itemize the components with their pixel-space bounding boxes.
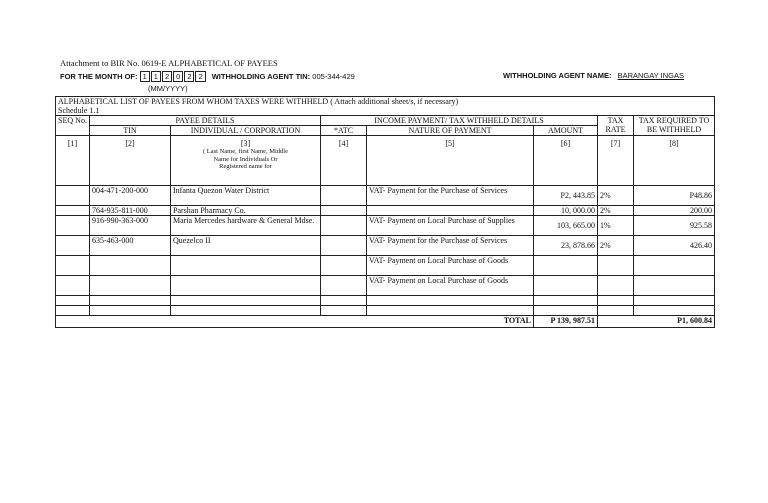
- total-rate-blank: [598, 316, 634, 328]
- col-number: [7]: [598, 136, 634, 186]
- attachment-title: Attachment to BIR No. 0619-E ALPHABETICAL OF PAYEES: [60, 58, 278, 68]
- tax-cell: [634, 256, 715, 276]
- name-cell: [171, 296, 321, 306]
- col-number: [6]: [534, 136, 598, 186]
- tin-cell: 764-935-811-000: [90, 206, 171, 216]
- atc-cell: [321, 306, 367, 316]
- table-title-cell: [56, 97, 715, 116]
- table-row: [56, 306, 715, 316]
- col-number: [4]: [321, 136, 367, 186]
- amount-cell: [534, 256, 598, 276]
- tin-cell: 916-990-363-000: [90, 216, 171, 236]
- nature-cell: VAT- Payment for the Purchase of Services: [367, 186, 534, 206]
- tax-cell: [634, 296, 715, 306]
- individual-note: ( Last Name, first Name, Middle Name for Individuals Or Registered name for: [202, 148, 289, 170]
- month-box: 0: [173, 71, 183, 82]
- table-row: [56, 256, 715, 276]
- rate-cell: 2%: [598, 236, 634, 256]
- col-number-individual: [171, 136, 321, 186]
- month-row: [60, 71, 355, 82]
- atc-cell: [321, 236, 367, 256]
- rate-cell: [598, 306, 634, 316]
- col-number: [1]: [56, 136, 90, 186]
- nature-cell: VAT- Payment on Local Purchase of Supplies: [367, 216, 534, 236]
- tin-cell: [90, 306, 171, 316]
- col-number: [8]: [634, 136, 715, 186]
- table-row: [56, 296, 715, 306]
- seq-cell: [56, 216, 90, 236]
- atc-cell: [321, 256, 367, 276]
- total-label: TOTAL: [56, 316, 534, 328]
- atc-cell: [321, 296, 367, 306]
- column-number-row: [56, 136, 715, 186]
- month-box: 1: [140, 71, 150, 82]
- month-label: FOR THE MONTH OF:: [60, 72, 138, 81]
- tin-header: TIN: [90, 126, 171, 136]
- seq-header: SEQ No.: [56, 116, 90, 136]
- amount-cell: 103, 665.00: [534, 216, 598, 236]
- month-box: 2: [184, 71, 194, 82]
- amount-cell: 23, 878.66: [534, 236, 598, 256]
- income-details-header: INCOME PAYMENT/ TAX WITHHELD DETAILS: [321, 116, 598, 126]
- seq-cell: [56, 206, 90, 216]
- col-number: [3]: [240, 139, 251, 148]
- nature-cell: VAT- Payment on Local Purchase of Goods: [367, 276, 534, 296]
- tax-cell: 426.40: [634, 236, 715, 256]
- seq-cell: [56, 236, 90, 256]
- tax-required-header: TAX REQUIRED TO BE WITHHELD: [634, 116, 715, 136]
- atc-cell: [321, 186, 367, 206]
- name-cell: [171, 256, 321, 276]
- table-title-row: [56, 97, 715, 116]
- tax-cell: 925.58: [634, 216, 715, 236]
- rate-cell: 2%: [598, 186, 634, 206]
- amount-header: AMOUNT: [534, 126, 598, 136]
- tin-cell: 004-471-200-000: [90, 186, 171, 206]
- atc-header: *ATC: [321, 126, 367, 136]
- amount-cell: [534, 296, 598, 306]
- tax-cell: [634, 306, 715, 316]
- month-format: (MM/YYYY): [148, 84, 188, 93]
- tin-cell: [90, 276, 171, 296]
- name-cell: [171, 306, 321, 316]
- name-cell: Infanta Quezon Water District: [171, 186, 321, 206]
- table-row: [56, 186, 715, 206]
- tin-cell: [90, 296, 171, 306]
- name-cell: Parshan Pharmacy Co.: [171, 206, 321, 216]
- table-row: [56, 276, 715, 296]
- total-row: [56, 316, 715, 328]
- table-title: ALPHABETICAL LIST OF PAYEES FROM WHOM TAXES WERE WITHHELD ( Attach additional sheet/s, if necessary): [58, 97, 459, 106]
- atc-cell: [321, 206, 367, 216]
- name-cell: Maria Mercedes hardware & General Mdse.: [171, 216, 321, 236]
- seq-cell: [56, 256, 90, 276]
- month-box: 2: [162, 71, 172, 82]
- amount-cell: P2, 443.85: [534, 186, 598, 206]
- payee-details-header: PAYEE DETAILS: [90, 116, 321, 126]
- nature-cell: VAT- Payment on Local Purchase of Goods: [367, 256, 534, 276]
- individual-header: INDIVIDUAL / CORPORATION: [171, 126, 321, 136]
- nature-cell: [367, 306, 534, 316]
- col-number: [5]: [367, 136, 534, 186]
- tax-cell: 200.00: [634, 206, 715, 216]
- rate-cell: [598, 276, 634, 296]
- schedule-label: Schedule 1.1: [58, 106, 100, 115]
- seq-cell: [56, 186, 90, 206]
- name-cell: Quezelco II: [171, 236, 321, 256]
- rate-cell: 1%: [598, 216, 634, 236]
- tin-cell: [90, 256, 171, 276]
- header-row-1: [56, 116, 715, 126]
- month-box: 2: [195, 71, 205, 82]
- atc-cell: [321, 276, 367, 296]
- agent-name-row: [503, 71, 684, 80]
- name-cell: [171, 276, 321, 296]
- tax-cell: [634, 276, 715, 296]
- rate-cell: [598, 296, 634, 306]
- total-tax: P1, 600.84: [634, 316, 715, 328]
- amount-cell: [534, 276, 598, 296]
- nature-header: NATURE OF PAYMENT: [367, 126, 534, 136]
- amount-cell: 10, 000.00: [534, 206, 598, 216]
- seq-cell: [56, 276, 90, 296]
- col-number: [2]: [90, 136, 171, 186]
- tax-rate-header: TAX RATE: [598, 116, 634, 136]
- nature-cell: [367, 296, 534, 306]
- tax-cell: P48.86: [634, 186, 715, 206]
- tin-cell: 635-463-000: [90, 236, 171, 256]
- tin-label: WITHHOLDING AGENT TIN:: [211, 72, 311, 81]
- rate-cell: [598, 256, 634, 276]
- total-amount: P 139, 987.51: [534, 316, 598, 328]
- table-row: [56, 236, 715, 256]
- seq-cell: [56, 306, 90, 316]
- atc-cell: [321, 216, 367, 236]
- month-box: 1: [151, 71, 161, 82]
- table-row: [56, 206, 715, 216]
- agent-name-label: WITHHOLDING AGENT NAME:: [503, 71, 612, 80]
- amount-cell: [534, 306, 598, 316]
- nature-cell: [367, 206, 534, 216]
- tin-value: 005-344-429: [312, 72, 355, 81]
- agent-name-value: BARANGAY INGAS: [617, 71, 684, 80]
- nature-cell: VAT- Payment for the Purchase of Services: [367, 236, 534, 256]
- table-row: [56, 216, 715, 236]
- payees-table: [55, 96, 715, 328]
- rate-cell: 2%: [598, 206, 634, 216]
- seq-cell: [56, 296, 90, 306]
- month-boxes: [140, 72, 209, 81]
